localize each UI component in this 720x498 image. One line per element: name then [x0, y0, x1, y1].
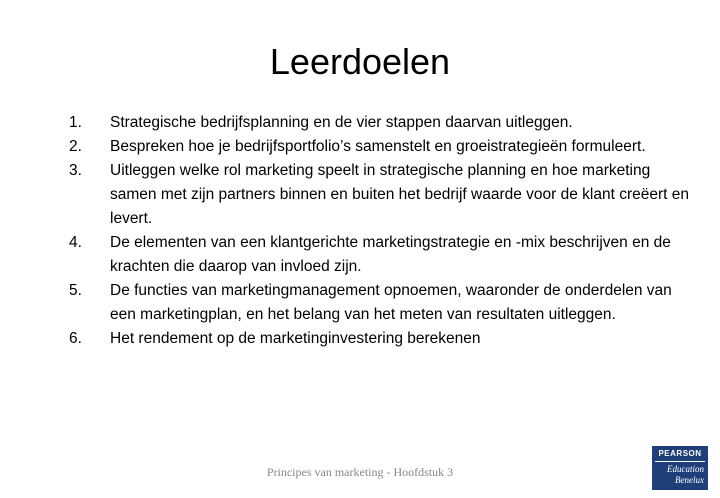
- list-item-number: 3.: [69, 162, 82, 179]
- list-item-number: 1.: [69, 114, 82, 131]
- list-item-text: Uitleggen welke rol marketing speelt in strategische planning en hoe marketing samen met zijn partners binnen en buiten het bedrijf waarde voor de klant creëert en levert.: [110, 162, 690, 227]
- slide-footer: Principes van marketing - Hoofdstuk 3: [266, 465, 454, 479]
- list-item-text: Strategische bedrijfsplanning en de vier stappen daarvan uitleggen.: [110, 114, 573, 131]
- list-item-text: Bespreken hoe je bedrijfsportfolio’s samenstelt en groeistrategieën formuleert.: [110, 138, 646, 155]
- list-item: [69, 327, 689, 351]
- list-item-number: 4.: [69, 234, 82, 251]
- pearson-logo: [652, 446, 708, 490]
- list-item-text: Het rendement op de marketinginvestering berekenen: [110, 330, 481, 347]
- list-item: [69, 231, 689, 279]
- list-item-text: De elementen van een klantgerichte marketingstrategie en -mix beschrijven en de krachten die daarop van invloed zijn.: [110, 234, 671, 275]
- list-item-number: 2.: [69, 138, 82, 155]
- list-item-number: 5.: [69, 282, 82, 299]
- logo-brand: PEARSON: [658, 449, 702, 458]
- logo-benelux: Benelux: [675, 475, 704, 485]
- logo-education: Education: [667, 464, 704, 474]
- objectives-list: [69, 111, 689, 351]
- logo-divider: [655, 461, 705, 462]
- list-item-number: 6.: [69, 330, 82, 347]
- list-item: [69, 159, 689, 231]
- list-item: [69, 111, 689, 135]
- list-item-text: De functies van marketingmanagement opnoemen, waaronder de onderdelen van een marketingplan, en het belang van het meten van resultaten uitleggen.: [110, 282, 672, 323]
- slide-title: Leerdoelen: [269, 41, 451, 82]
- list-item: [69, 135, 689, 159]
- list-item: [69, 279, 689, 327]
